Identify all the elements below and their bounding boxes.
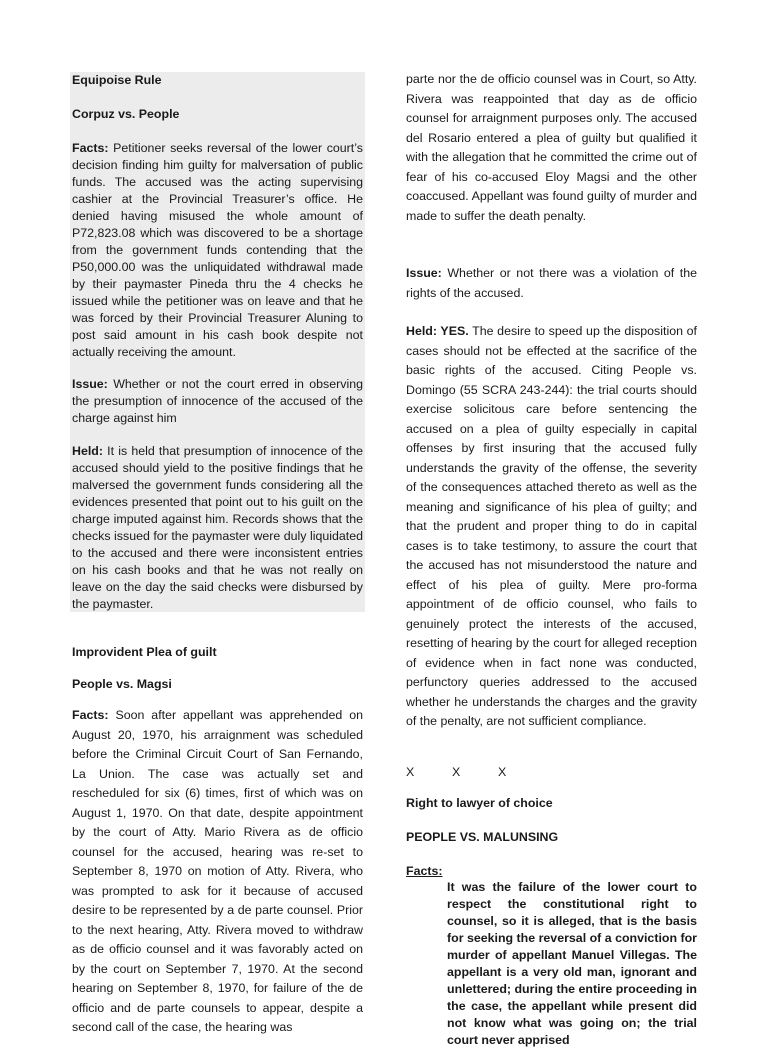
magsi-case-title: People vs. Magsi [72,677,172,691]
issue-text: Whether or not the court erred in observing the presumption of innocence of the accused of the charge against him [72,377,363,425]
corpuz-case-title: Corpuz vs. People [72,107,180,121]
separator-marks [406,764,697,781]
equipoise-heading: Equipoise Rule [72,73,162,87]
corpuz-facts [72,140,363,361]
issue-label: Issue: [72,377,108,391]
corpuz-issue [72,376,363,427]
held-label: Held: [72,444,103,458]
held-text: It is held that presumption of innocence of the accused should yield to the positive findings that he malversed the government funds considering all the evidences presented that point out to his guilt on the charge imputed against him. Records shows that the checks issued for the paymaster were duly liquidated to the accused and there were inconsistent entries on his cash books and that he was not really on leave on the day the said checks were disbursed by the paymaster. [72,444,363,611]
magsi-issue-label: Issue: [406,266,442,280]
facts-label: Facts: [72,141,109,155]
facts-text: Petitioner seeks reversal of the lower court’s decision finding him guilty for malversation of public funds. The accused was the acting supervising cashier at the Provincial Treasurer’s office. He denied having misused the whole amount of P72,823.08 which was discovered to be a shortage from the government funds contending that the P50,000.00 was the unliquidated withdrawal made by their paymaster Pineda thru the 4 checks he issued while the petitioner was on leave and that he was forced by their Provincial Treasurer Aluning to post said amount in his cash book despite not actually receiving the amount. [72,141,363,359]
magsi-facts [72,706,363,1038]
magsi-facts-text: Soon after appellant was apprehended on August 20, 1970, his arraignment was scheduled before the Criminal Circuit Court of San Fernando, La Union. The case was actually set and rescheduled for six (6) times, first of which was on August 1, 1970. On that date, despite appointment by the court of Atty. Mario Rivera as de officio counsel for the accused, hearing was re-set to September 8, 1970 on motion of Atty. Rivera, who was prompted to ask for it because of accused desire to be represented by a de parte counsel. Prior to the next hearing, Atty. Rivera moved to withdraw as de officio counsel and it was favorably acted on by the court on September 7, 1970. At the second hearing on September 8, 1970, for failure of the de officio and de parte counsels to appear, despite a second call of the case, the hearing was [72,708,363,1034]
magsi-held [406,322,697,732]
corpuz-held [72,443,363,613]
separator-x-1: X [406,765,415,779]
magsi-issue-text: Whether or not there was a violation of the rights of the accused. [406,266,697,300]
magsi-held-label: Held: YES. [406,324,469,338]
separator-x-3: X [498,765,507,779]
malunsing-facts-label: Facts: [406,864,443,878]
magsi-facts-label: Facts: [72,708,109,722]
improvident-heading: Improvident Plea of guilt [72,645,217,659]
magsi-continuation: parte nor the de officio counsel was in Court, so Atty. Rivera was reappointed that day as de officio counsel for arraignment purposes only. The accused del Rosario entered a plea of guilty but qualified it with the allegation that he committed the crime out of fear of his co-accused Eloy Magsi and the other coaccused. Appellant was found guilty of murder and made to suffer the death penalty. [406,72,697,223]
malunsing-facts-text: It was the failure of the lower court to respect the constitutional right to counsel, so it is alleged, that is the basis for seeking the reversal of a conviction for murder of appellant Manuel Villegas. The appellant is a very old man, ignorant and unlettered; during the entire proceeding in the case, the appellant while present did not know what was going on; the trial court never apprised [447,880,697,1047]
lawyer-heading: Right to lawyer of choice [406,796,553,810]
separator-x-2: X [452,765,461,779]
magsi-held-text: The desire to speed up the disposition of cases should not be effected at the sacrifice of the basic rights of the accused. Citing People vs. Domingo (55 SCRA 243-244): the trial courts should exercise solicitous care before sentencing the accused on a plea of guilty especially in capital offenses by first insuring that the accused fully understands the gravity of the offense, the severity of the consequences attached thereto as well as the meaning and significance of his plea of guilty; and that the prudent and proper thing to do in capital cases is to take testimony, to assure the court that the accused has not misunderstood the nature and effect of his plea of guilty. Mere pro-forma appointment of de officio counsel, who fails to genuinely protect the interests of the accused, resetting of hearing by the court for alleged reception of evidence when in fact none was conducted, perfunctory queries addressed to the accused whether he understands the charges and the gravity of the penalty, are not sufficient compliance. [406,324,697,728]
malunsing-case-title: PEOPLE VS. MALUNSING [406,830,559,844]
magsi-issue [406,264,697,303]
